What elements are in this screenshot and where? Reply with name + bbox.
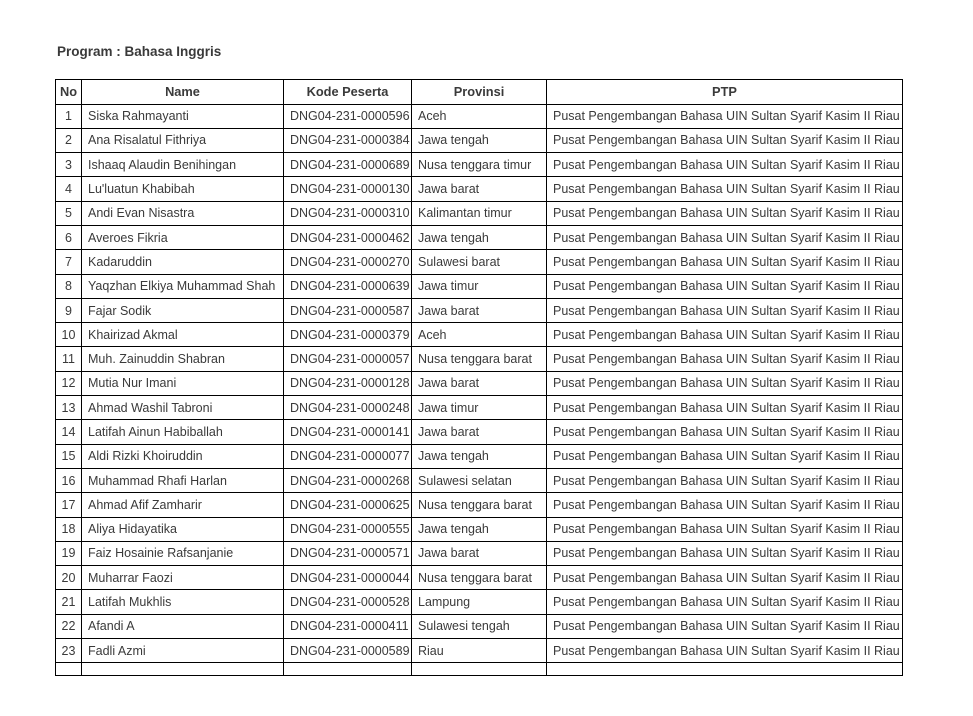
column-header-no: No (56, 80, 82, 105)
cell-name: Kadaruddin (82, 250, 284, 274)
cell-no: 23 (56, 639, 82, 663)
cell-ptp: Pusat Pengembangan Bahasa UIN Sultan Syarif Kasim II Riau (547, 517, 903, 541)
table-row (56, 639, 903, 663)
cell-ptp: Pusat Pengembangan Bahasa UIN Sultan Syarif Kasim II Riau (547, 371, 903, 395)
cell-ptp: Pusat Pengembangan Bahasa UIN Sultan Syarif Kasim II Riau (547, 274, 903, 298)
table-row (56, 371, 903, 395)
cell-ptp: Pusat Pengembangan Bahasa UIN Sultan Syarif Kasim II Riau (547, 639, 903, 663)
cell-name-empty (82, 663, 284, 676)
cell-provinsi: Nusa tenggara barat (412, 566, 547, 590)
cell-kode: DNG04-231-0000270 (284, 250, 412, 274)
cell-no: 9 (56, 298, 82, 322)
cell-provinsi: Nusa tenggara barat (412, 493, 547, 517)
cell-no: 1 (56, 104, 82, 128)
cell-no: 15 (56, 444, 82, 468)
table-row-partial (56, 663, 903, 676)
cell-ptp: Pusat Pengembangan Bahasa UIN Sultan Syarif Kasim II Riau (547, 177, 903, 201)
cell-kode: DNG04-231-0000528 (284, 590, 412, 614)
table-row (56, 420, 903, 444)
table-row (56, 177, 903, 201)
cell-kode: DNG04-231-0000128 (284, 371, 412, 395)
cell-kode: DNG04-231-0000044 (284, 566, 412, 590)
cell-name: Latifah Mukhlis (82, 590, 284, 614)
cell-ptp: Pusat Pengembangan Bahasa UIN Sultan Syarif Kasim II Riau (547, 225, 903, 249)
cell-provinsi: Jawa timur (412, 274, 547, 298)
cell-provinsi: Nusa tenggara timur (412, 153, 547, 177)
cell-provinsi: Jawa barat (412, 298, 547, 322)
cell-no: 4 (56, 177, 82, 201)
cell-kode: DNG04-231-0000571 (284, 541, 412, 565)
cell-no: 20 (56, 566, 82, 590)
cell-no: 2 (56, 128, 82, 152)
cell-no: 7 (56, 250, 82, 274)
table-row (56, 590, 903, 614)
cell-name: Aldi Rizki Khoiruddin (82, 444, 284, 468)
cell-no: 10 (56, 323, 82, 347)
cell-no: 21 (56, 590, 82, 614)
table-row (56, 201, 903, 225)
table-row (56, 614, 903, 638)
page-title: Program : Bahasa Inggris (57, 44, 222, 59)
cell-provinsi: Jawa barat (412, 420, 547, 444)
cell-no: 5 (56, 201, 82, 225)
cell-kode: DNG04-231-0000462 (284, 225, 412, 249)
cell-ptp: Pusat Pengembangan Bahasa UIN Sultan Syarif Kasim II Riau (547, 250, 903, 274)
cell-provinsi: Jawa timur (412, 396, 547, 420)
cell-provinsi-empty (412, 663, 547, 676)
cell-kode: DNG04-231-0000141 (284, 420, 412, 444)
cell-ptp: Pusat Pengembangan Bahasa UIN Sultan Syarif Kasim II Riau (547, 128, 903, 152)
cell-kode: DNG04-231-0000057 (284, 347, 412, 371)
cell-name: Afandi A (82, 614, 284, 638)
table-container (55, 79, 906, 682)
table-row (56, 493, 903, 517)
cell-name: Faiz Hosainie Rafsanjanie (82, 541, 284, 565)
cell-provinsi: Jawa tengah (412, 517, 547, 541)
cell-name: Fadli Azmi (82, 639, 284, 663)
cell-ptp: Pusat Pengembangan Bahasa UIN Sultan Syarif Kasim II Riau (547, 614, 903, 638)
cell-name: Siska Rahmayanti (82, 104, 284, 128)
cell-name: Andi Evan Nisastra (82, 201, 284, 225)
cell-kode: DNG04-231-0000077 (284, 444, 412, 468)
cell-kode: DNG04-231-0000248 (284, 396, 412, 420)
table-row (56, 323, 903, 347)
cell-kode: DNG04-231-0000589 (284, 639, 412, 663)
table-row (56, 444, 903, 468)
cell-name: Lu'luatun Khabibah (82, 177, 284, 201)
cell-ptp: Pusat Pengembangan Bahasa UIN Sultan Syarif Kasim II Riau (547, 566, 903, 590)
cell-name: Averoes Fikria (82, 225, 284, 249)
cell-no: 6 (56, 225, 82, 249)
column-header-ptp: PTP (547, 80, 903, 105)
cell-kode: DNG04-231-0000379 (284, 323, 412, 347)
cell-name: Fajar Sodik (82, 298, 284, 322)
cell-no: 3 (56, 153, 82, 177)
cell-kode: DNG04-231-0000639 (284, 274, 412, 298)
cell-kode: DNG04-231-0000310 (284, 201, 412, 225)
cell-no: 17 (56, 493, 82, 517)
cell-kode: DNG04-231-0000625 (284, 493, 412, 517)
cell-kode-empty (284, 663, 412, 676)
cell-provinsi: Nusa tenggara barat (412, 347, 547, 371)
cell-name: Mutia Nur Imani (82, 371, 284, 395)
cell-no: 13 (56, 396, 82, 420)
cell-ptp: Pusat Pengembangan Bahasa UIN Sultan Syarif Kasim II Riau (547, 323, 903, 347)
table-row (56, 274, 903, 298)
table-body (56, 104, 903, 676)
cell-ptp: Pusat Pengembangan Bahasa UIN Sultan Syarif Kasim II Riau (547, 468, 903, 492)
cell-name: Yaqzhan Elkiya Muhammad Shah (82, 274, 284, 298)
cell-ptp: Pusat Pengembangan Bahasa UIN Sultan Syarif Kasim II Riau (547, 104, 903, 128)
cell-ptp: Pusat Pengembangan Bahasa UIN Sultan Syarif Kasim II Riau (547, 396, 903, 420)
cell-ptp: Pusat Pengembangan Bahasa UIN Sultan Syarif Kasim II Riau (547, 590, 903, 614)
column-header-kode: Kode Peserta (284, 80, 412, 105)
cell-kode: DNG04-231-0000384 (284, 128, 412, 152)
cell-no: 11 (56, 347, 82, 371)
cell-kode: DNG04-231-0000411 (284, 614, 412, 638)
cell-name: Muhammad Rhafi Harlan (82, 468, 284, 492)
cell-ptp: Pusat Pengembangan Bahasa UIN Sultan Syarif Kasim II Riau (547, 444, 903, 468)
table-row (56, 250, 903, 274)
participants-table (55, 79, 903, 676)
cell-provinsi: Riau (412, 639, 547, 663)
column-header-provinsi: Provinsi (412, 80, 547, 105)
cell-kode: DNG04-231-0000587 (284, 298, 412, 322)
table-row (56, 225, 903, 249)
table-row (56, 347, 903, 371)
cell-no: 8 (56, 274, 82, 298)
cell-provinsi: Jawa barat (412, 541, 547, 565)
cell-provinsi: Jawa tengah (412, 225, 547, 249)
cell-kode: DNG04-231-0000555 (284, 517, 412, 541)
cell-kode: DNG04-231-0000596 (284, 104, 412, 128)
table-row (56, 153, 903, 177)
table-row (56, 128, 903, 152)
cell-ptp: Pusat Pengembangan Bahasa UIN Sultan Syarif Kasim II Riau (547, 541, 903, 565)
cell-kode: DNG04-231-0000130 (284, 177, 412, 201)
table-row (56, 541, 903, 565)
cell-name: Ahmad Washil Tabroni (82, 396, 284, 420)
cell-provinsi: Sulawesi barat (412, 250, 547, 274)
cell-name: Latifah Ainun Habiballah (82, 420, 284, 444)
cell-no: 22 (56, 614, 82, 638)
cell-name: Aliya Hidayatika (82, 517, 284, 541)
cell-name: Ana Risalatul Fithriya (82, 128, 284, 152)
cell-name: Muh. Zainuddin Shabran (82, 347, 284, 371)
table-header (56, 80, 903, 105)
cell-no: 19 (56, 541, 82, 565)
cell-provinsi: Sulawesi tengah (412, 614, 547, 638)
cell-ptp: Pusat Pengembangan Bahasa UIN Sultan Syarif Kasim II Riau (547, 298, 903, 322)
cell-provinsi: Aceh (412, 323, 547, 347)
cell-provinsi: Kalimantan timur (412, 201, 547, 225)
cell-no-empty (56, 663, 82, 676)
cell-provinsi: Sulawesi selatan (412, 468, 547, 492)
cell-name: Khairizad Akmal (82, 323, 284, 347)
cell-provinsi: Jawa barat (412, 177, 547, 201)
cell-ptp-empty (547, 663, 903, 676)
cell-no: 12 (56, 371, 82, 395)
table-row (56, 396, 903, 420)
cell-provinsi: Aceh (412, 104, 547, 128)
cell-name: Ahmad Afif Zamharir (82, 493, 284, 517)
table-row (56, 468, 903, 492)
cell-provinsi: Jawa tengah (412, 128, 547, 152)
cell-name: Ishaaq Alaudin Benihingan (82, 153, 284, 177)
cell-no: 16 (56, 468, 82, 492)
cell-provinsi: Jawa tengah (412, 444, 547, 468)
cell-ptp: Pusat Pengembangan Bahasa UIN Sultan Syarif Kasim II Riau (547, 347, 903, 371)
table-row (56, 298, 903, 322)
cell-kode: DNG04-231-0000268 (284, 468, 412, 492)
cell-ptp: Pusat Pengembangan Bahasa UIN Sultan Syarif Kasim II Riau (547, 153, 903, 177)
cell-no: 18 (56, 517, 82, 541)
table-row (56, 104, 903, 128)
cell-no: 14 (56, 420, 82, 444)
cell-name: Muharrar Faozi (82, 566, 284, 590)
cell-ptp: Pusat Pengembangan Bahasa UIN Sultan Syarif Kasim II Riau (547, 420, 903, 444)
table-header-row (56, 80, 903, 105)
cell-ptp: Pusat Pengembangan Bahasa UIN Sultan Syarif Kasim II Riau (547, 201, 903, 225)
column-header-name: Name (82, 80, 284, 105)
cell-provinsi: Lampung (412, 590, 547, 614)
table-row (56, 566, 903, 590)
table-row (56, 517, 903, 541)
cell-ptp: Pusat Pengembangan Bahasa UIN Sultan Syarif Kasim II Riau (547, 493, 903, 517)
cell-provinsi: Jawa barat (412, 371, 547, 395)
cell-kode: DNG04-231-0000689 (284, 153, 412, 177)
